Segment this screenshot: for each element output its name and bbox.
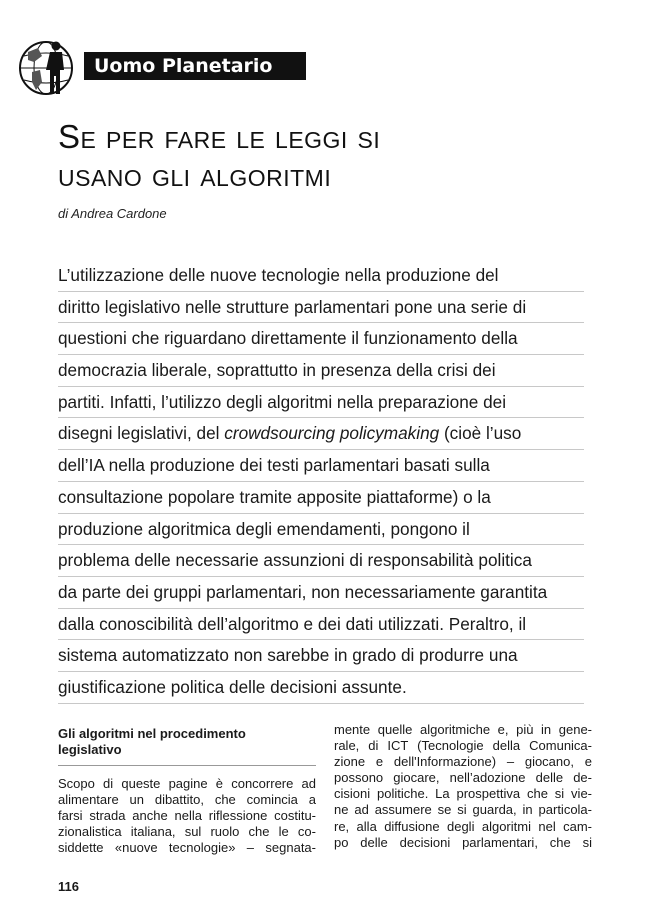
abstract-line: giustificazione politica delle decisioni assunte. — [58, 672, 584, 704]
subheading-line: Gli algoritmi nel procedimento — [58, 726, 246, 741]
abstract-line: problema delle necessarie assunzioni di responsabilità politica — [58, 545, 584, 577]
abstract-line: dalla conoscibilità dell’algoritmo e dei dati utilizzati. Peraltro, il — [58, 609, 584, 641]
abstract-line: sistema automatizzato non sarebbe in grado di produrre una — [58, 640, 584, 672]
abstract-line: produzione algoritmica degli emendamenti, pongono il — [58, 514, 584, 546]
subheading-line: legislativo — [58, 742, 122, 757]
abstract-line: questioni che riguardano direttamente il funzionamento della — [58, 323, 584, 355]
abstract-text: (cioè l’uso — [439, 423, 522, 444]
globe-figure-icon — [18, 38, 78, 98]
title-line: Se per fare le leggi si — [58, 118, 381, 155]
byline: di Andrea Cardone — [58, 206, 167, 221]
body-line: zione e dell'Informazione) – giocano, e — [334, 754, 592, 770]
abstract-line: democrazia liberale, soprattutto in presenza della crisi dei — [58, 355, 584, 387]
abstract-line — [58, 418, 584, 450]
body-line: possono giocare, nell’adozione delle de- — [334, 770, 592, 786]
page-number: 116 — [58, 879, 79, 894]
abstract-line: dell’IA nella produzione dei testi parlamentari basati sulla — [58, 450, 584, 482]
body-line: po delle decisioni parlamentari, che si — [334, 834, 592, 850]
abstract-text: disegni legislativi, del — [58, 423, 225, 444]
abstract-line: L’utilizzazione delle nuove tecnologie nella produzione del — [58, 260, 584, 292]
section-label: Uomo Planetario — [84, 52, 306, 80]
body-line: zionalistica italiana, sul ruolo che le co- — [58, 824, 316, 840]
body-line: siddette «nuove tecnologie» – segnata- — [58, 840, 316, 856]
abstract-italic-term: crowdsourcing policymaking — [224, 423, 440, 444]
body-line: Scopo di queste pagine è concorrere ad — [58, 776, 316, 791]
abstract-line: consultazione popolare tramite apposite piattaforme) o la — [58, 482, 584, 514]
body-line: mente quelle algoritmiche e, più in gene- — [334, 722, 592, 737]
body-line: farsi strada anche nella riflessione costitu- — [58, 808, 316, 824]
article-abstract — [58, 260, 584, 704]
abstract-line: da parte dei gruppi parlamentari, non necessariamente garantita — [58, 577, 584, 609]
body-line: alimentare un dibattito, che comincia a — [58, 792, 316, 808]
body-line: rale, di ICT (Tecnologie della Comunica- — [334, 738, 592, 754]
abstract-line: diritto legislativo nelle strutture parlamentari pone una serie di — [58, 292, 584, 324]
article-title — [58, 118, 618, 194]
left-column — [58, 726, 316, 856]
title-line: usano gli algoritmi — [58, 156, 332, 193]
right-column — [334, 722, 592, 851]
abstract-line: partiti. Infatti, l’utilizzo degli algoritmi nella preparazione dei — [58, 387, 584, 419]
body-line: cisioni politiche. La prospettiva che si vie- — [334, 786, 592, 802]
body-line: ne ad assumere se si guarda, in particola- — [334, 802, 592, 818]
body-line: re, alla diffusione degli algoritmi nel cam- — [334, 818, 592, 834]
section-subheading — [58, 726, 316, 766]
